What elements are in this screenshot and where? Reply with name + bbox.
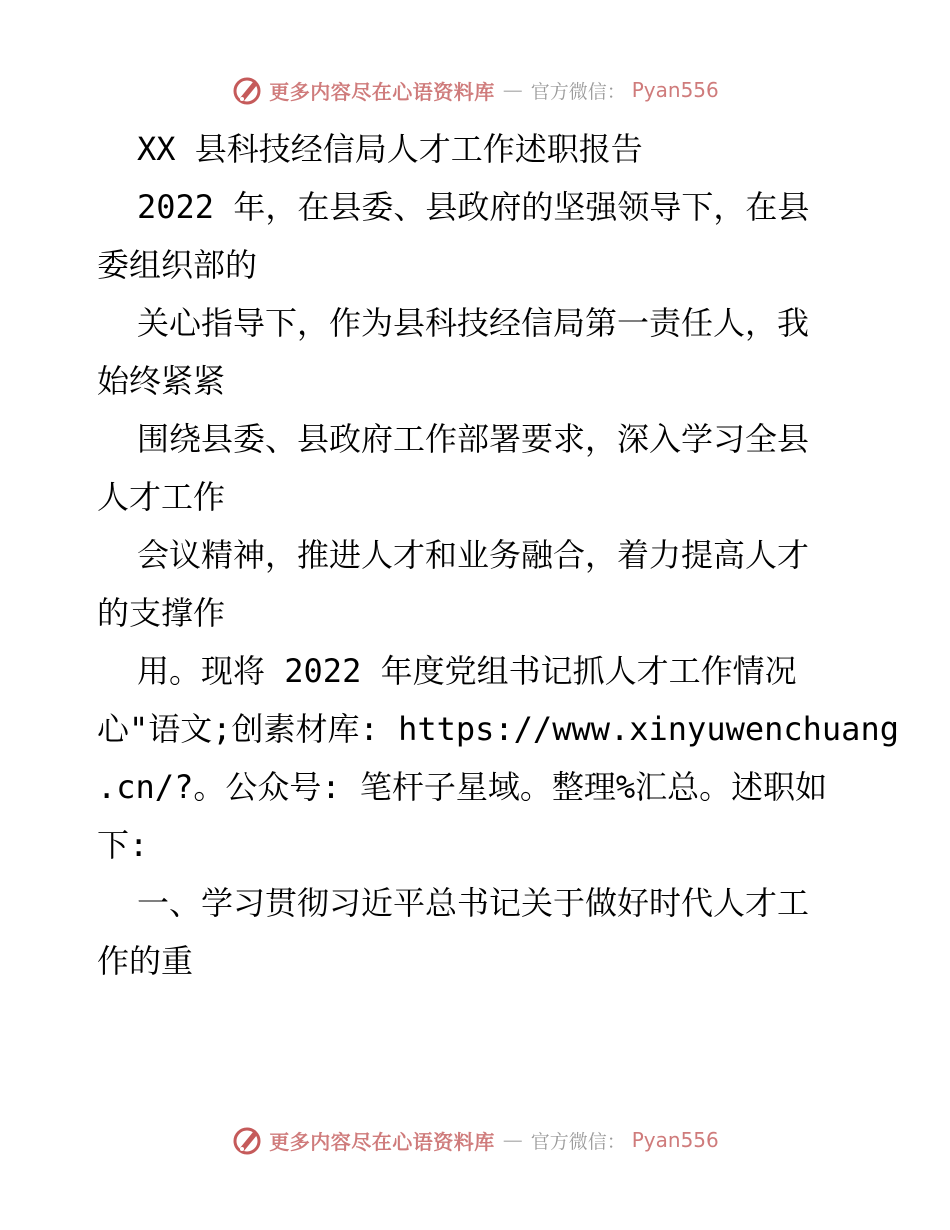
document-body — [97, 120, 899, 990]
body-line: 委组织部的 — [97, 246, 258, 284]
body-line: 人才工作 — [97, 478, 226, 516]
body-line: 2022 年，在县委、县政府的坚强领导下，在县 — [137, 188, 810, 226]
footer-watermark-banner — [0, 1120, 950, 1160]
promo-text: 更多内容尽在心语资料库 — [269, 79, 495, 104]
document-title: XX 县科技经信局人才工作述职报告 — [137, 130, 643, 168]
fountain-pen-logo-icon — [231, 74, 263, 106]
header-watermark-banner — [0, 70, 950, 110]
separator: — — [502, 1128, 523, 1152]
body-line: 的支撑作 — [97, 594, 226, 632]
wechat-account: Pyan556 — [631, 78, 719, 102]
body-line: 心"语文;创素材库: https://www.xinyuwenchuang — [97, 710, 899, 748]
body-line: 围绕县委、县政府工作部署要求，深入学习全县 — [137, 420, 810, 458]
wechat-account: Pyan556 — [631, 1128, 719, 1152]
wechat-label: 官方微信： — [530, 80, 626, 103]
separator: — — [502, 78, 523, 102]
fountain-pen-logo-icon — [231, 1124, 263, 1156]
section-heading: 一、学习贯彻习近平总书记关于做好时代人才工 — [137, 884, 810, 922]
wechat-label: 官方微信： — [530, 1130, 626, 1153]
body-line: 关心指导下，作为县科技经信局第一责任人，我 — [137, 304, 810, 342]
body-line: 始终紧紧 — [97, 362, 226, 400]
promo-text: 更多内容尽在心语资料库 — [269, 1129, 495, 1154]
body-line: 会议精神，推进人才和业务融合，着力提高人才 — [137, 536, 810, 574]
body-line: 下: — [97, 826, 149, 864]
body-line: 作的重 — [97, 942, 194, 980]
body-line: 用。现将 2022 年度党组书记抓人才工作情况 — [137, 652, 797, 690]
body-line: .cn/?。公众号: 笔杆子星域。整理%汇总。述职如 — [97, 768, 828, 806]
